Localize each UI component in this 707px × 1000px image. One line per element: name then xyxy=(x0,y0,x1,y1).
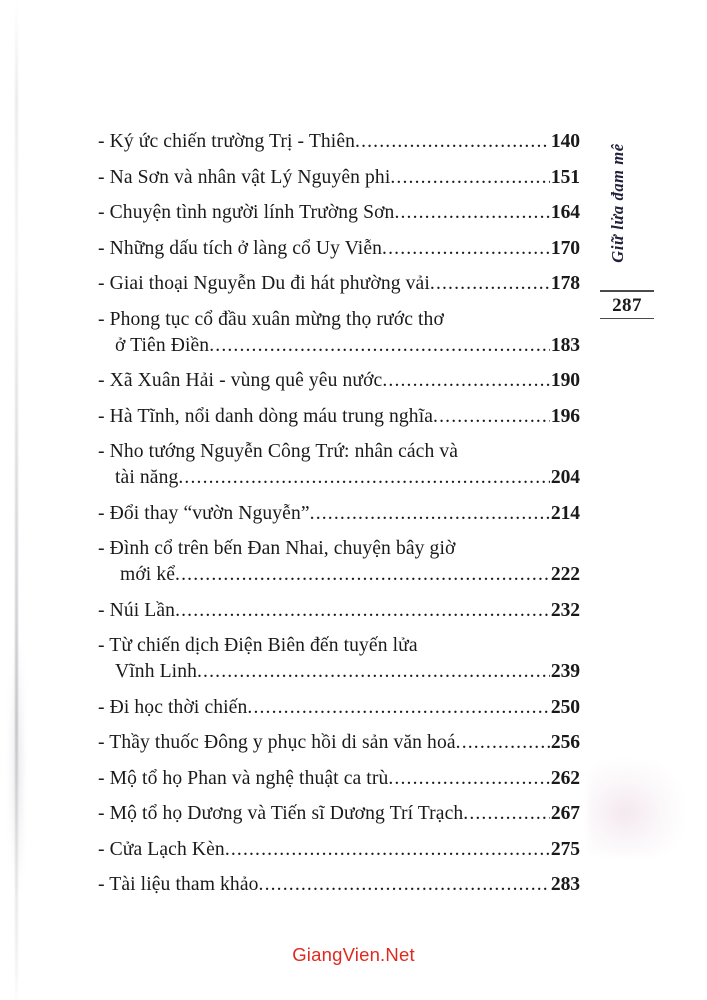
toc-page-number: 283 xyxy=(550,874,580,895)
toc-entry-line xyxy=(98,730,580,756)
toc-entry-line xyxy=(98,501,580,527)
toc-page-number: 232 xyxy=(550,599,580,621)
toc-entry-title: - Mộ tổ họ Dương và Tiến sĩ Dương Trí Trạch xyxy=(98,803,464,824)
toc-page-number: 196 xyxy=(550,405,580,427)
toc-entry-title: - Nho tướng Nguyễn Công Trứ: nhân cách và xyxy=(98,441,459,462)
toc-entry[interactable] xyxy=(98,801,580,827)
toc-entry[interactable] xyxy=(98,501,580,527)
toc-entry-line xyxy=(98,236,580,262)
toc-page-number: 204 xyxy=(550,467,580,488)
toc-entry-line xyxy=(98,801,580,827)
toc-entry-line xyxy=(98,307,580,333)
toc-entry-title: - Đình cổ trên bến Đan Nhai, chuyện bây giờ xyxy=(98,538,456,559)
toc-entry[interactable] xyxy=(98,730,580,756)
toc-dot-leader xyxy=(430,271,550,297)
folio-number: 287 xyxy=(612,294,642,316)
toc-dot-leader xyxy=(209,333,550,359)
toc-entry-title: Vĩnh Linh xyxy=(115,661,197,682)
toc-entry-continuation xyxy=(98,659,580,685)
toc-entry-title: - Những dấu tích ở làng cổ Uy Viễn xyxy=(98,237,383,259)
toc-entry-line xyxy=(98,368,580,394)
toc-entry-title: mới kể xyxy=(120,564,176,585)
toc-dot-leader xyxy=(382,368,550,394)
scan-artifact-smudge xyxy=(8,640,24,890)
toc-entry-title: - Đi học thời chiến xyxy=(98,696,248,718)
scan-artifact-bleedthrough xyxy=(588,760,683,855)
toc-entry-title: - Từ chiến dịch Điện Biên đến tuyến lửa xyxy=(98,635,418,656)
toc-page-number: 256 xyxy=(550,732,580,753)
toc-entry-continuation xyxy=(98,465,580,491)
toc-entry[interactable] xyxy=(98,695,580,721)
toc-entry[interactable] xyxy=(98,271,580,297)
toc-entry-title: - Đổi thay “vườn Nguyễn” xyxy=(98,502,310,524)
running-head-text: Giữ lửa đam mê xyxy=(608,143,627,263)
toc-page-number: 267 xyxy=(550,803,580,824)
toc-entry-line xyxy=(98,129,580,155)
toc-dot-leader xyxy=(310,501,550,527)
toc-entry-title: - Núi Lần xyxy=(98,599,176,621)
toc-entry[interactable] xyxy=(98,368,580,394)
toc-entry[interactable] xyxy=(98,633,580,685)
toc-entry-line xyxy=(98,872,580,898)
scan-artifact-streak xyxy=(15,0,18,1000)
toc-entry-continuation xyxy=(98,333,580,359)
toc-entry[interactable] xyxy=(98,307,580,359)
toc-entry[interactable] xyxy=(98,129,580,155)
toc-entry-line xyxy=(98,633,580,659)
toc-entry[interactable] xyxy=(98,598,580,624)
toc-entry-title: - Hà Tĩnh, nổi danh dòng máu trung nghĩa xyxy=(98,405,434,427)
toc-dot-leader xyxy=(433,404,550,430)
toc-page-number: 151 xyxy=(550,166,580,188)
toc-entry-line xyxy=(98,837,580,863)
toc-dot-leader xyxy=(355,129,550,155)
toc-dot-leader xyxy=(197,659,550,685)
toc-entry-title: - Tài liệu tham khảo xyxy=(98,874,259,895)
toc-page-number: 239 xyxy=(550,661,580,682)
toc-entry-line xyxy=(98,200,580,226)
toc-entry[interactable] xyxy=(98,404,580,430)
folio-rule-bottom xyxy=(600,318,654,320)
toc-page-number: 262 xyxy=(550,767,580,789)
toc-entry-title: - Chuyện tình người lính Trường Sơn xyxy=(98,202,395,223)
toc-entry-line xyxy=(98,695,580,721)
toc-dot-leader xyxy=(178,465,550,491)
toc-entry[interactable] xyxy=(98,536,580,588)
toc-entry-line xyxy=(98,404,580,430)
toc-entry-title: - Na Sơn và nhân vật Lý Nguyên phi xyxy=(98,166,391,188)
toc-entry-line xyxy=(98,536,580,562)
folio xyxy=(600,290,654,319)
toc-entry-line xyxy=(98,439,580,465)
toc-dot-leader xyxy=(259,872,550,898)
toc-page-number: 170 xyxy=(550,237,580,259)
toc-dot-leader xyxy=(175,562,550,588)
toc-dot-leader xyxy=(225,837,550,863)
running-head xyxy=(598,118,638,288)
toc-page-number: 178 xyxy=(550,273,580,294)
toc-entry-title: ở Tiên Điền xyxy=(115,334,210,356)
toc-entry-continuation xyxy=(98,562,580,588)
toc-entry-title: - Ký ức chiến trường Trị - Thiên xyxy=(98,131,356,152)
toc-page-number: 190 xyxy=(550,370,580,391)
toc-dot-leader xyxy=(382,236,550,262)
toc-entry[interactable] xyxy=(98,439,580,491)
toc-entry-title: - Thầy thuốc Đông y phục hồi di sản văn hoá xyxy=(98,732,456,753)
toc-dot-leader xyxy=(388,766,550,792)
toc-entry-title: - Mộ tổ họ Phan và nghệ thuật ca trù xyxy=(98,767,389,789)
toc-entry[interactable] xyxy=(98,236,580,262)
toc-dot-leader xyxy=(390,165,550,191)
toc-page-number: 183 xyxy=(550,334,580,356)
toc-dot-leader xyxy=(456,730,550,756)
toc-entry-title: - Phong tục cổ đầu xuân mừng thọ rước thơ xyxy=(98,308,444,330)
toc-entry[interactable] xyxy=(98,872,580,898)
toc-entry[interactable] xyxy=(98,837,580,863)
toc-entry-title: - Xã Xuân Hải - vùng quê yêu nước xyxy=(98,370,383,391)
toc-entry-line xyxy=(98,271,580,297)
toc-dot-leader xyxy=(463,801,550,827)
toc-page-number: 214 xyxy=(550,502,580,524)
toc-entry-line xyxy=(98,598,580,624)
toc-page-number: 222 xyxy=(550,564,580,585)
watermark: GiangVien.Net xyxy=(292,944,415,965)
toc-entry-title: tài năng xyxy=(115,467,179,488)
toc-page-number: 164 xyxy=(550,202,580,223)
toc-page-number: 275 xyxy=(550,838,580,860)
toc-entry-line xyxy=(98,766,580,792)
toc-page-number: 250 xyxy=(550,696,580,718)
toc-dot-leader xyxy=(247,695,550,721)
toc-entry[interactable] xyxy=(98,165,580,191)
toc-dot-leader xyxy=(175,598,550,624)
toc-dot-leader xyxy=(394,200,549,226)
table-of-contents xyxy=(98,129,580,908)
toc-entry[interactable] xyxy=(98,200,580,226)
toc-entry[interactable] xyxy=(98,766,580,792)
toc-entry-title: - Cửa Lạch Kèn xyxy=(98,838,225,860)
toc-entry-title: - Giai thoại Nguyễn Du đi hát phường vải xyxy=(98,273,430,294)
toc-page-number: 140 xyxy=(550,131,580,152)
toc-entry-line xyxy=(98,165,580,191)
